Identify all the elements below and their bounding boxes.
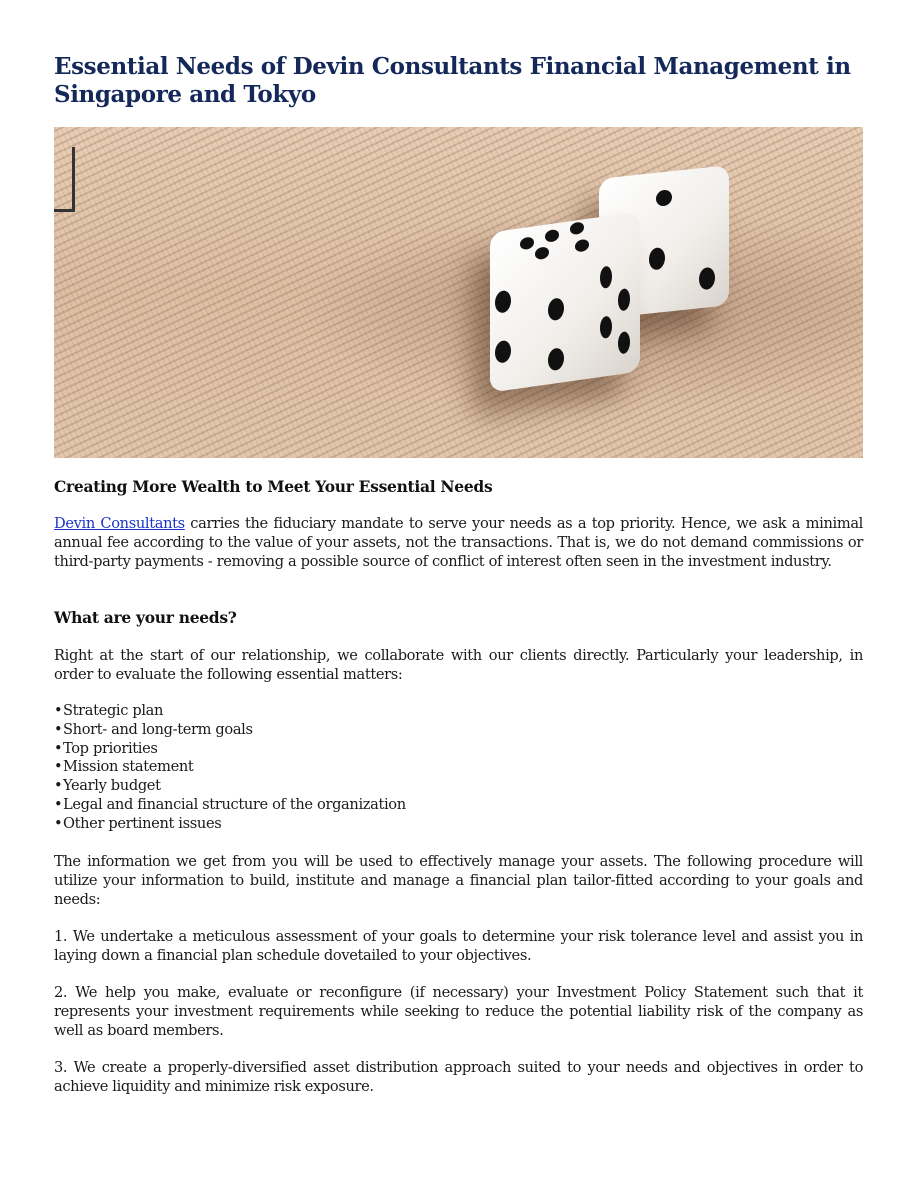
bullet-icon: •: [54, 739, 63, 757]
list-item: •Legal and financial structure of the organization: [54, 795, 406, 813]
step-2-paragraph: 2. We help you make, evaluate or reconfigure (if necessary) your Investment Policy Statement such that it represents your investment requirements while seeking to reduce the potential liability risk of the company as well as board members.: [54, 984, 863, 1039]
bullet-icon: •: [54, 814, 63, 832]
devin-consultants-link[interactable]: Devin Consultants: [54, 515, 185, 532]
section-heading-creating-wealth: Creating More Wealth to Meet Your Essential Needs: [54, 477, 493, 496]
essential-matters-list: [54, 702, 863, 834]
list-item: •Other pertinent issues: [54, 814, 222, 832]
step-1-paragraph: 1. We undertake a meticulous assessment of your goals to determine your risk tolerance level and assist you in laying down a financial plan schedule dovetailed to your objectives.: [54, 928, 863, 964]
fiduciary-paragraph: [54, 514, 863, 571]
step-3-paragraph: 3. We create a properly-diversified asset distribution approach suited to your needs and objectives in order to achieve liquidity and minimize risk exposure.: [54, 1059, 863, 1095]
fiduciary-paragraph-text: carries the fiduciary mandate to serve your needs as a top priority. Hence, we ask a minimal annual fee according to the value of your assets, not the transactions. That is, we do not demand commissions or third-party payments - removing a possible source of conflict of interest often seen in the investment industry.: [54, 515, 863, 570]
newspaper-border-mark: [54, 147, 75, 212]
list-item: •Strategic plan: [54, 702, 164, 719]
page-title: Essential Needs of Devin Consultants Financial Management in Singapore and Tokyo: [54, 53, 851, 108]
procedure-intro-paragraph: The information we get from you will be used to effectively manage your assets. The following procedure will utilize your information to build, institute and manage a financial plan tailor-fitted according to your goals and needs:: [54, 853, 863, 908]
bullet-icon: •: [54, 720, 63, 738]
bullet-icon: •: [54, 758, 63, 776]
dice-on-newspaper-image: [54, 127, 863, 458]
section-heading-your-needs: What are your needs?: [54, 608, 237, 627]
list-item: •Short- and long-term goals: [54, 720, 253, 738]
list-item: •Yearly budget: [54, 777, 161, 795]
list-item: •Mission statement: [54, 758, 194, 776]
bullet-icon: •: [54, 795, 63, 813]
list-item: •Top priorities: [54, 739, 158, 757]
die-front-icon: [490, 211, 640, 392]
bullet-icon: •: [54, 702, 63, 719]
bullet-icon: •: [54, 777, 63, 795]
needs-intro-paragraph: Right at the start of our relationship, we collaborate with our clients directly. Particularly your leadership, in order to evaluate the following essential matters:: [54, 647, 863, 683]
